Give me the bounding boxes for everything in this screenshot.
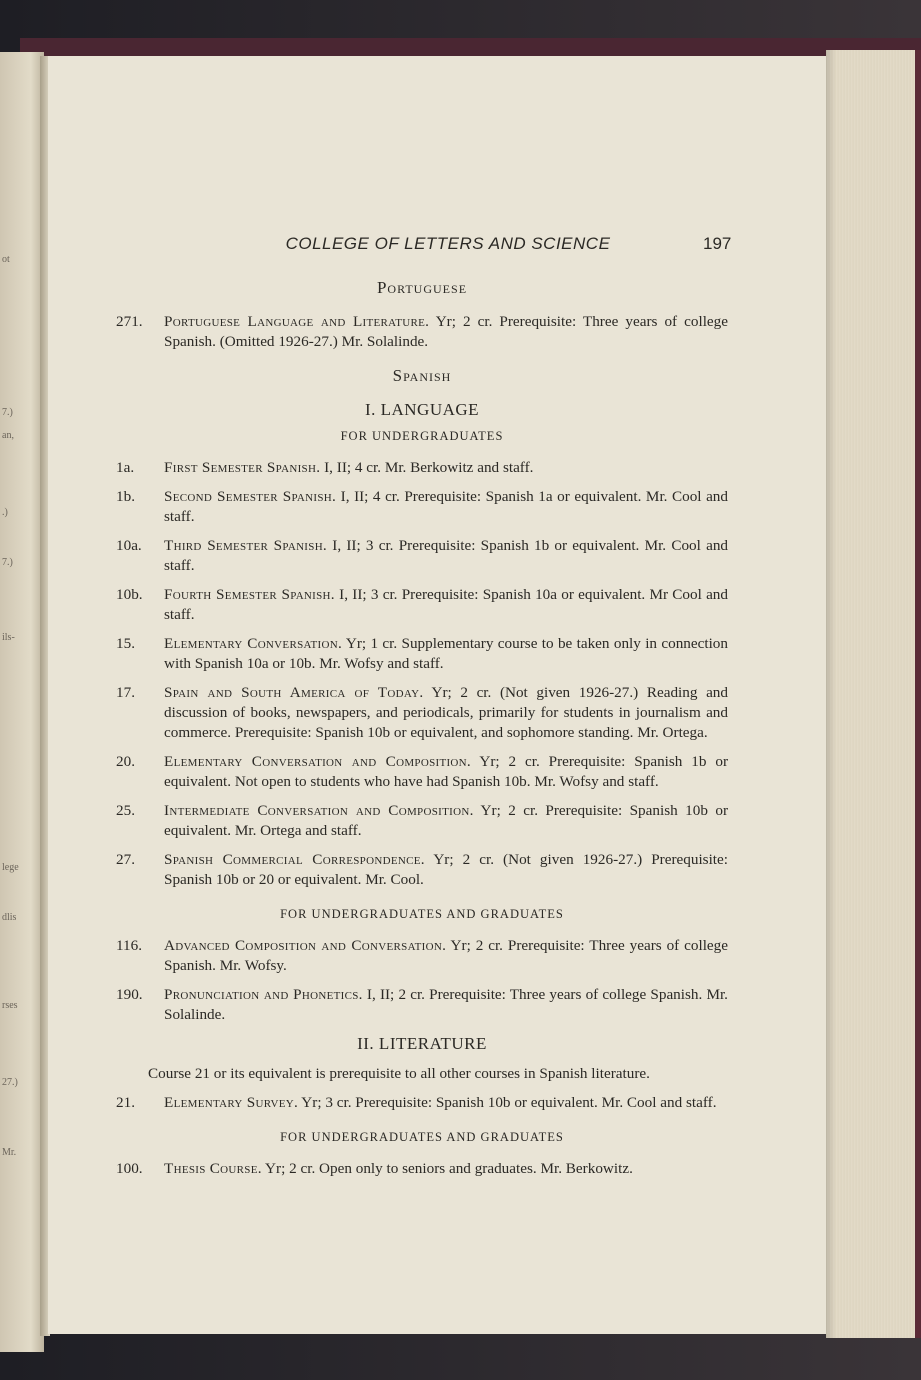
facing-page-fragment: rses bbox=[2, 1000, 18, 1011]
course-title: Elementary Survey. bbox=[164, 1094, 299, 1111]
facing-page-fragment: 7.) bbox=[2, 557, 13, 568]
course-entry bbox=[116, 458, 728, 478]
facing-page-fragment: 7.) bbox=[2, 407, 13, 418]
course-number: 271. bbox=[116, 313, 143, 330]
course-title: Spain and South America of Today. bbox=[164, 684, 424, 701]
running-head: COLLEGE OF LETTERS AND SCIENCE bbox=[285, 234, 611, 253]
course-number: 27. bbox=[116, 851, 135, 868]
course-entry bbox=[116, 985, 728, 1025]
course-number: 10a. bbox=[116, 537, 142, 554]
course-description: I, II; 4 cr. Prerequisite: Spanish 1a or equivalent. Mr. Cool and staff. bbox=[164, 488, 728, 525]
course-title: Spanish Commercial Correspondence. bbox=[164, 851, 425, 868]
course-entry bbox=[116, 634, 728, 674]
facing-page-fragment: ot bbox=[2, 254, 10, 265]
facing-page-fragment: .) bbox=[2, 507, 8, 518]
course-entry bbox=[116, 801, 728, 841]
undergraduates-heading: FOR UNDERGRADUATES bbox=[340, 429, 504, 443]
course-entry bbox=[116, 752, 728, 792]
course-title: First Semester Spanish. bbox=[164, 459, 321, 476]
course-description: Yr; 2 cr. (Not given 1926-27.) Prerequisite: Spanish 10b or 20 or equivalent. Mr. Cool. bbox=[164, 851, 728, 888]
course-title: Thesis Course. bbox=[164, 1160, 262, 1177]
literature-heading: II. LITERATURE bbox=[357, 1034, 487, 1053]
course-title: Intermediate Conversation and Composition. bbox=[164, 802, 474, 819]
course-number: 17. bbox=[116, 684, 135, 701]
course-entry bbox=[116, 487, 728, 527]
language-heading: I. LANGUAGE bbox=[364, 400, 480, 419]
course-number: 116. bbox=[116, 937, 143, 954]
course-entry bbox=[116, 850, 728, 890]
course-number: 25. bbox=[116, 802, 135, 819]
course-description: I, II; 2 cr. Prerequisite: Three years of college Spanish. Mr. Solalinde. bbox=[164, 986, 728, 1023]
course-title: Third Semester Spanish. bbox=[164, 537, 328, 554]
course-description: Yr; 1 cr. Supplementary course to be taken only in connection with Spanish 10a or 10b. Mr. Wofsy and staff. bbox=[164, 635, 728, 672]
course-description: I, II; 3 cr. Prerequisite: Spanish 1b or equivalent. Mr. Cool and staff. bbox=[164, 537, 729, 574]
course-title: Fourth Semester Spanish. bbox=[164, 586, 335, 603]
graduates-heading: FOR UNDERGRADUATES AND GRADUATES bbox=[280, 1130, 564, 1144]
course-entry bbox=[116, 536, 728, 576]
course-entry bbox=[116, 585, 728, 625]
spanish-heading: Spanish bbox=[392, 366, 452, 385]
course-number: 21. bbox=[116, 1094, 135, 1111]
course-description: Yr; 2 cr. Prerequisite: Spanish 10b or equivalent. Mr. Ortega and staff. bbox=[164, 802, 729, 839]
course-entry bbox=[116, 683, 728, 743]
page-number: 197 bbox=[703, 234, 732, 253]
course-description: Yr; 2 cr. Open only to seniors and graduates. Mr. Berkowitz. bbox=[261, 1160, 633, 1177]
course-number: 1b. bbox=[116, 488, 135, 505]
page-content bbox=[116, 278, 728, 1188]
literature-intro: Course 21 or its equivalent is prerequisite to all other courses in Spanish literature. bbox=[148, 1065, 650, 1082]
course-number: 190. bbox=[116, 986, 143, 1003]
course-description: Yr; 2 cr. Prerequisite: Three years of college Spanish. Mr. Wofsy. bbox=[164, 937, 728, 974]
graduates-heading: FOR UNDERGRADUATES AND GRADUATES bbox=[280, 907, 564, 921]
facing-page-fragment: 27.) bbox=[2, 1077, 18, 1088]
book-cover-edge bbox=[20, 38, 921, 58]
page-stack-shadow bbox=[826, 50, 836, 1338]
facing-page-fragment: Mr. bbox=[2, 1147, 17, 1158]
page-stack-edge bbox=[826, 50, 921, 1338]
course-description: Yr; 3 cr. Prerequisite: Spanish 10b or equivalent. Mr. Cool and staff. bbox=[298, 1094, 717, 1111]
course-number: 1a. bbox=[116, 459, 135, 476]
course-title: Advanced Composition and Conversation. bbox=[164, 937, 447, 954]
facing-page-fragment: an, bbox=[2, 430, 14, 441]
course-description: Yr; 2 cr. Prerequisite: Spanish 1b or equivalent. Not open to students who have had Spanish 10b. Mr. Wofsy and staff. bbox=[164, 753, 729, 790]
course-title: Pronunciation and Phonetics. bbox=[164, 986, 363, 1003]
course-entry bbox=[116, 312, 728, 352]
course-description: Yr; 2 cr. Prerequisite: Three years of college Spanish. (Omitted 1926-27.) Mr. Solalinde. bbox=[164, 313, 728, 350]
course-description: I, II; 4 cr. Mr. Berkowitz and staff. bbox=[320, 459, 534, 476]
facing-page-fragment: lege bbox=[2, 862, 19, 873]
facing-page-fragment: dlis bbox=[2, 912, 17, 923]
course-entry bbox=[116, 1159, 728, 1179]
course-title: Elementary Conversation and Composition. bbox=[164, 753, 472, 770]
course-number: 100. bbox=[116, 1160, 143, 1177]
course-number: 10b. bbox=[116, 586, 143, 603]
facing-page-edge bbox=[0, 52, 44, 1352]
course-number: 15. bbox=[116, 635, 135, 652]
course-title: Portuguese Language and Literature. bbox=[164, 313, 430, 330]
course-number: 20. bbox=[116, 753, 135, 770]
course-title: Second Semester Spanish. bbox=[164, 488, 337, 505]
facing-page-fragment: ils- bbox=[2, 632, 15, 643]
course-entry bbox=[116, 1093, 728, 1113]
course-title: Elementary Conversation. bbox=[164, 635, 343, 652]
course-description: I, II; 3 cr. Prerequisite: Spanish 10a or equivalent. Mr Cool and staff. bbox=[164, 586, 728, 623]
course-description: Yr; 2 cr. (Not given 1926-27.) Reading and discussion of books, newspapers, and periodicals, primarily for students in journalism and commerce. Prerequisite: Spanish 10b or equivalent, and sophomore standing. Mr. Ortega. bbox=[164, 684, 728, 741]
course-entry bbox=[116, 936, 728, 976]
catalog-page bbox=[48, 56, 828, 1334]
portuguese-heading: Portuguese bbox=[376, 278, 468, 297]
